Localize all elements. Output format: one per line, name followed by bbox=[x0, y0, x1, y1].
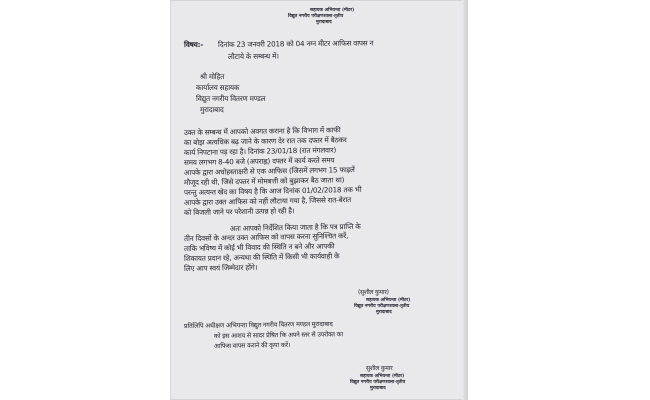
page-fold-shadow bbox=[462, 0, 468, 400]
body-line: आपके द्वारा अधोहस्ताक्षरी से एक आफिस (जिसमें लगभग 15 फाइलें bbox=[183, 165, 355, 177]
copy-line-3: आफिस वापस कराने की कृपा करें। bbox=[213, 340, 291, 350]
signature2-name: सुशील कुमार bbox=[366, 365, 393, 372]
recipient-role: कार्यालय सहायक bbox=[196, 83, 240, 92]
body-line: मौजूद रही थी, जिसे दफ्तर में मोमबत्ती को बुझाकर बैठ जाता था) bbox=[183, 175, 345, 187]
signature2-city: मुरादाबाद bbox=[370, 386, 386, 391]
body-line: ताकि भविष्य में कोई भी विवाद की स्थिति न बने और आपकी bbox=[183, 241, 335, 253]
body-line: का बोझ अत्यधिक बढ़ जाने के कारण देर रात तक दफ्तर में बैठकर bbox=[183, 135, 347, 147]
recipient-name: श्री मोहित bbox=[200, 72, 225, 81]
signature-title: सहायक अभियन्ता (मीटर) bbox=[366, 298, 411, 303]
signature-city: मुरादाबाद bbox=[376, 310, 392, 315]
subject-label: विषय:- bbox=[184, 40, 204, 49]
signature-dept: विद्युत नगरीय परीक्षणशाला-तृतीय bbox=[354, 304, 410, 309]
subject-line-2: लौटाये के सम्बन्ध में। bbox=[227, 51, 279, 61]
recipient-org: विद्युत नगरीय वितरण मण्डल bbox=[196, 94, 266, 103]
letterhead-city: मुरादाबाद bbox=[316, 20, 332, 25]
body-line: परन्तु अत्यन्त खेद का विषय है कि आज दिनांक 01/02/2018 तक भी bbox=[183, 184, 362, 197]
recipient-city: मुरादाबाद bbox=[200, 105, 224, 114]
signature2-title: सहायक अभियन्ता (मीटर) bbox=[360, 374, 405, 379]
body-line: उक्त के सम्बन्ध में आपको अवगत कराना है कि विभाग में काफी bbox=[183, 125, 341, 137]
body-line: कार्य निपटाना पड़ रहा है। दिनांक 23/01/18 (रात मंगलवार) bbox=[183, 145, 337, 157]
body-line: अतः आपको निर्देशित किया जाता है कि पत्र प्राप्ति के bbox=[229, 221, 361, 233]
body-line: तीन दिवसों के अन्दर उक्त आफिस को वापस करना सुनिश्चित करें, bbox=[183, 231, 349, 243]
body-line: आपके द्वारा उक्त आफिस को नहीं लौटाया गया है, जिससे रात-बेरात bbox=[183, 195, 352, 207]
copy-line-1: प्रतिलिपि अधीक्षण अभियन्ता विद्युत नगरीय वितरण मण्डल मुरादाबाद bbox=[183, 319, 333, 330]
copy-line-2: को इस आशय से सादर प्रेषित कि अपने स्तर से उपरोक्त का bbox=[213, 330, 344, 340]
letterhead-office: सहायक अभियन्ता (मीटर) bbox=[310, 8, 355, 13]
signature2-dept: विद्युत नगरीय परीक्षणशाला-तृतीय bbox=[350, 380, 406, 385]
body-line: समय लगभग 8-40 बजे (अपराह्न) दफ्तर में कार्य करते समय bbox=[183, 155, 335, 167]
signature-name: (सुशील कुमार) bbox=[358, 289, 389, 296]
letterhead-dept: विद्युत नगरीय परीक्षणशाला-तृतीय bbox=[288, 14, 344, 19]
body-line: लिए आप स्वयं जिम्मेदार होंगे। bbox=[183, 262, 258, 273]
subject-line-1: दिनांक 23 जनवरी 2018 को 04 नग्न मीटर आफिस वापस न bbox=[217, 38, 374, 49]
body-line: को बिजली जाने पर परेशानी उत्पन्न हो रही है। bbox=[183, 206, 295, 217]
letter-page bbox=[170, 0, 468, 400]
body-line: शिकायत प्रदान रहे, अन्यथा की स्थिति में किसी भी कार्यवाही के bbox=[183, 251, 340, 263]
